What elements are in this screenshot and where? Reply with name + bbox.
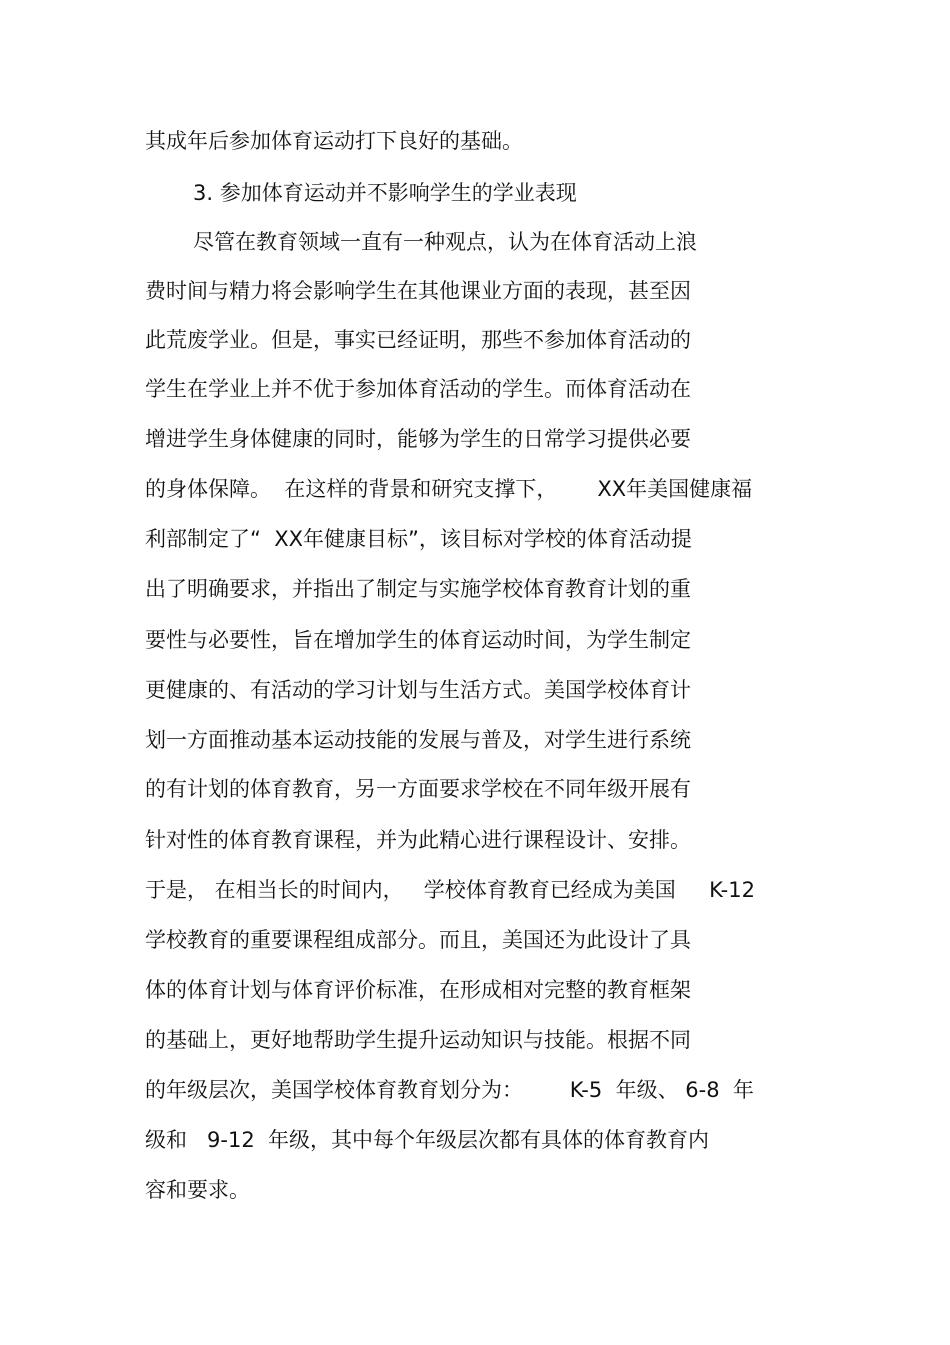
- paragraph-line: 体的体育计划与体育评价标准，在形成相对完整的教育框架: [145, 978, 691, 1002]
- paragraph-line: 的身体保障。 在这样的背景和研究支撑下， XX年美国健康福: [145, 477, 753, 501]
- paragraph-line: 学校教育的重要课程组成部分。而且，美国还为此设计了具: [145, 928, 691, 952]
- paragraph-line: 其成年后参加体育运动打下良好的基础。: [145, 129, 523, 153]
- paragraph-line: 的年级层次，美国学校体育教育划分为： K-5 年级、 6-8 年: [145, 1078, 754, 1102]
- section-heading: 3. 参加体育运动并不影响学生的学业表现: [193, 181, 577, 205]
- paragraph-line: 于是， 在相当长的时间内， 学校体育教育已经成为美国 K-12: [145, 878, 755, 902]
- paragraph-line: 增进学生身体健康的同时，能够为学生的日常学习提供必要: [145, 427, 691, 451]
- paragraph-line: 更健康的、有活动的学习计划与生活方式。美国学校体育计: [145, 678, 691, 702]
- paragraph-line: 容和要求。: [145, 1178, 250, 1202]
- paragraph-line: 尽管在教育领域一直有一种观点，认为在体育活动上浪: [193, 230, 697, 254]
- paragraph-line: 的基础上，更好地帮助学生提升运动知识与技能。根据不同: [145, 1028, 691, 1052]
- paragraph-line: 划一方面推动基本运动技能的发展与普及，对学生进行系统: [145, 728, 691, 752]
- paragraph-line: 出了明确要求，并指出了制定与实施学校体育教育计划的重: [145, 577, 691, 601]
- paragraph-line: 针对性的体育教育课程，并为此精心进行课程设计、安排。: [145, 828, 691, 852]
- paragraph-line: 学生在学业上并不优于参加体育活动的学生。而体育活动在: [145, 377, 691, 401]
- paragraph-line: 费时间与精力将会影响学生在其他课业方面的表现，甚至因: [145, 279, 691, 303]
- paragraph-line: 的有计划的体育教育，另一方面要求学校在不同年级开展有: [145, 777, 691, 801]
- paragraph-line: 此荒废学业。但是，事实已经证明，那些不参加体育活动的: [145, 328, 691, 352]
- paragraph-line: 利部制定了“ XX年健康目标”，该目标对学校的体育活动提: [145, 527, 692, 551]
- paragraph-line: 要性与必要性，旨在增加学生的体育运动时间，为学生制定: [145, 628, 691, 652]
- paragraph-line: 级和 9-12 年级，其中每个年级层次都有具体的体育教育内: [145, 1128, 710, 1152]
